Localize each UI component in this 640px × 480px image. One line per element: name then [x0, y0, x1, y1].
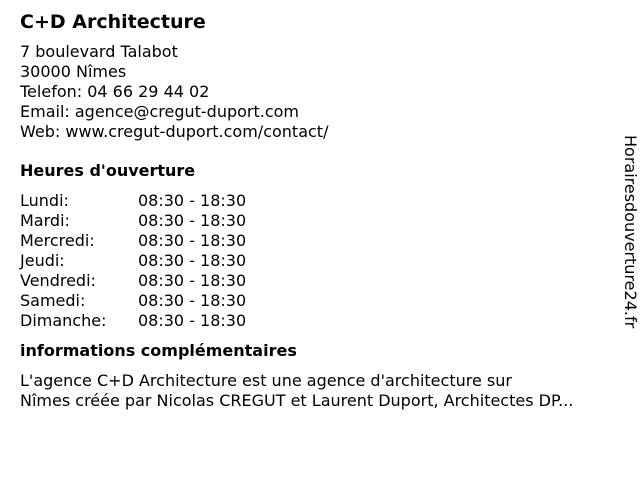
time-range: 08:30 - 18:30	[138, 291, 247, 310]
hours-row-wednesday	[20, 231, 620, 251]
additional-info-text	[20, 371, 620, 411]
day-label: Jeudi:	[20, 251, 65, 270]
time-range: 08:30 - 18:30	[138, 311, 247, 330]
website-link[interactable]: Web: www.cregut-duport.com/contact/	[20, 122, 329, 141]
hours-row-tuesday	[20, 211, 620, 231]
hours-row-thursday	[20, 251, 620, 271]
day-label: Vendredi:	[20, 271, 96, 290]
day-label: Mercredi:	[20, 231, 95, 250]
time-range: 08:30 - 18:30	[138, 191, 247, 210]
hours-row-monday	[20, 191, 620, 211]
address-city: 30000 Nîmes	[20, 62, 127, 81]
time-range: 08:30 - 18:30	[138, 231, 247, 250]
contact-details	[20, 42, 620, 142]
email-address[interactable]: Email: agence@cregut-duport.com	[20, 102, 300, 121]
hours-row-sunday	[20, 311, 620, 331]
time-range: 08:30 - 18:30	[138, 211, 247, 230]
day-label: Lundi:	[20, 191, 69, 210]
time-range: 08:30 - 18:30	[138, 271, 247, 290]
hours-row-saturday	[20, 291, 620, 311]
day-label: Mardi:	[20, 211, 70, 230]
address-street: 7 boulevard Talabot	[20, 42, 178, 61]
business-name: C+D Architecture	[20, 11, 206, 33]
phone-number[interactable]: Telefon: 04 66 29 44 02	[20, 82, 210, 101]
site-watermark: Horairesdouverture24.fr	[621, 135, 640, 329]
opening-hours-heading: Heures d'ouverture	[20, 161, 196, 180]
business-card	[20, 10, 620, 411]
additional-info-heading: informations complémentaires	[20, 341, 297, 360]
info-line: Nîmes créée par Nicolas CREGUT et Laurent Duport, Architectes DP...	[20, 391, 574, 410]
day-label: Samedi:	[20, 291, 86, 310]
opening-hours-table	[20, 191, 620, 331]
time-range: 08:30 - 18:30	[138, 251, 247, 270]
day-label: Dimanche:	[20, 311, 107, 330]
hours-row-friday	[20, 271, 620, 291]
info-line: L'agence C+D Architecture est une agence d'architecture sur	[20, 371, 512, 390]
